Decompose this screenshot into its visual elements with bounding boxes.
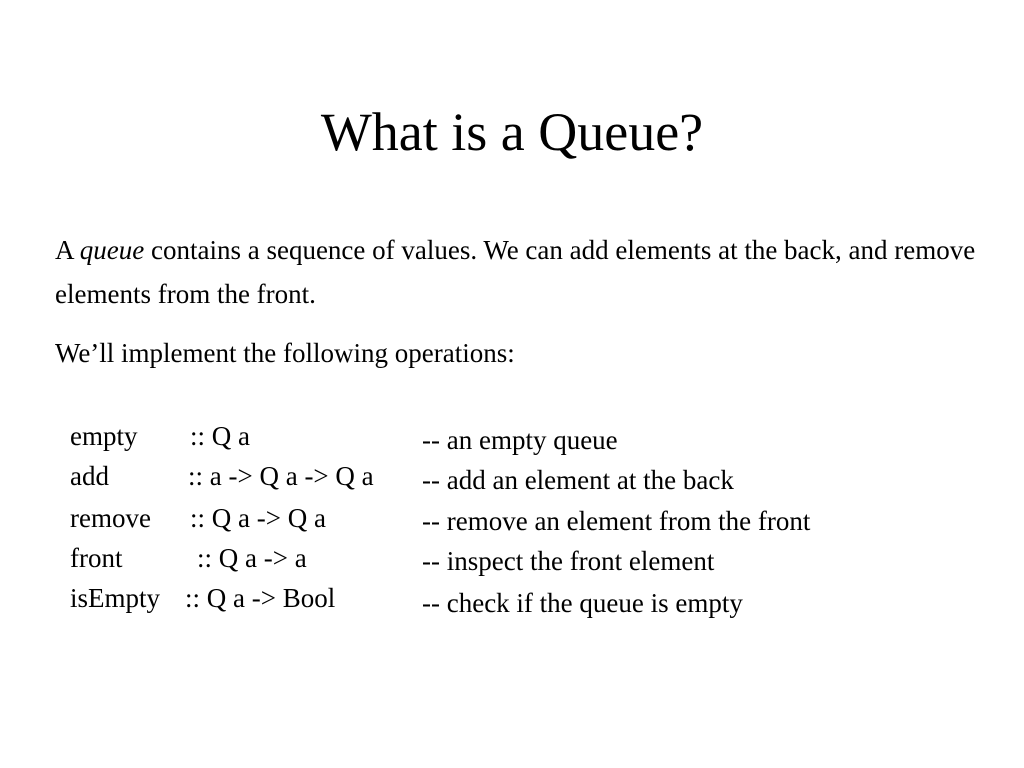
operation-type: :: Q a: [190, 421, 250, 451]
intro-paragraph: [55, 228, 985, 316]
operation-type: :: Q a -> a: [197, 543, 307, 573]
operation-name: front: [70, 543, 123, 573]
intro-prefix: A: [55, 235, 80, 265]
operation-comment: -- add an element at the back: [422, 465, 734, 495]
operation-type: :: Q a -> Bool: [185, 583, 336, 613]
operation-comment: -- remove an element from the front: [422, 506, 811, 536]
operation-type: :: a -> Q a -> Q a: [188, 461, 374, 491]
queue-term: queue: [79, 235, 145, 265]
operation-comment: -- check if the queue is empty: [422, 588, 743, 618]
operation-type: :: Q a -> Q a: [190, 503, 326, 533]
operation-comment: -- an empty queue: [422, 425, 618, 455]
intro-suffix: contains a sequence of values. We can add elements at the back, and remove elements from the front.: [55, 235, 976, 309]
operation-name: remove: [70, 503, 151, 533]
operation-name: empty: [70, 421, 138, 451]
operation-name: add: [70, 461, 109, 491]
operation-comment: -- inspect the front element: [422, 546, 715, 576]
lead-paragraph: We’ll implement the following operations:: [55, 338, 515, 368]
slide-title: What is a Queue?: [320, 102, 704, 162]
operation-name: isEmpty: [70, 583, 161, 613]
